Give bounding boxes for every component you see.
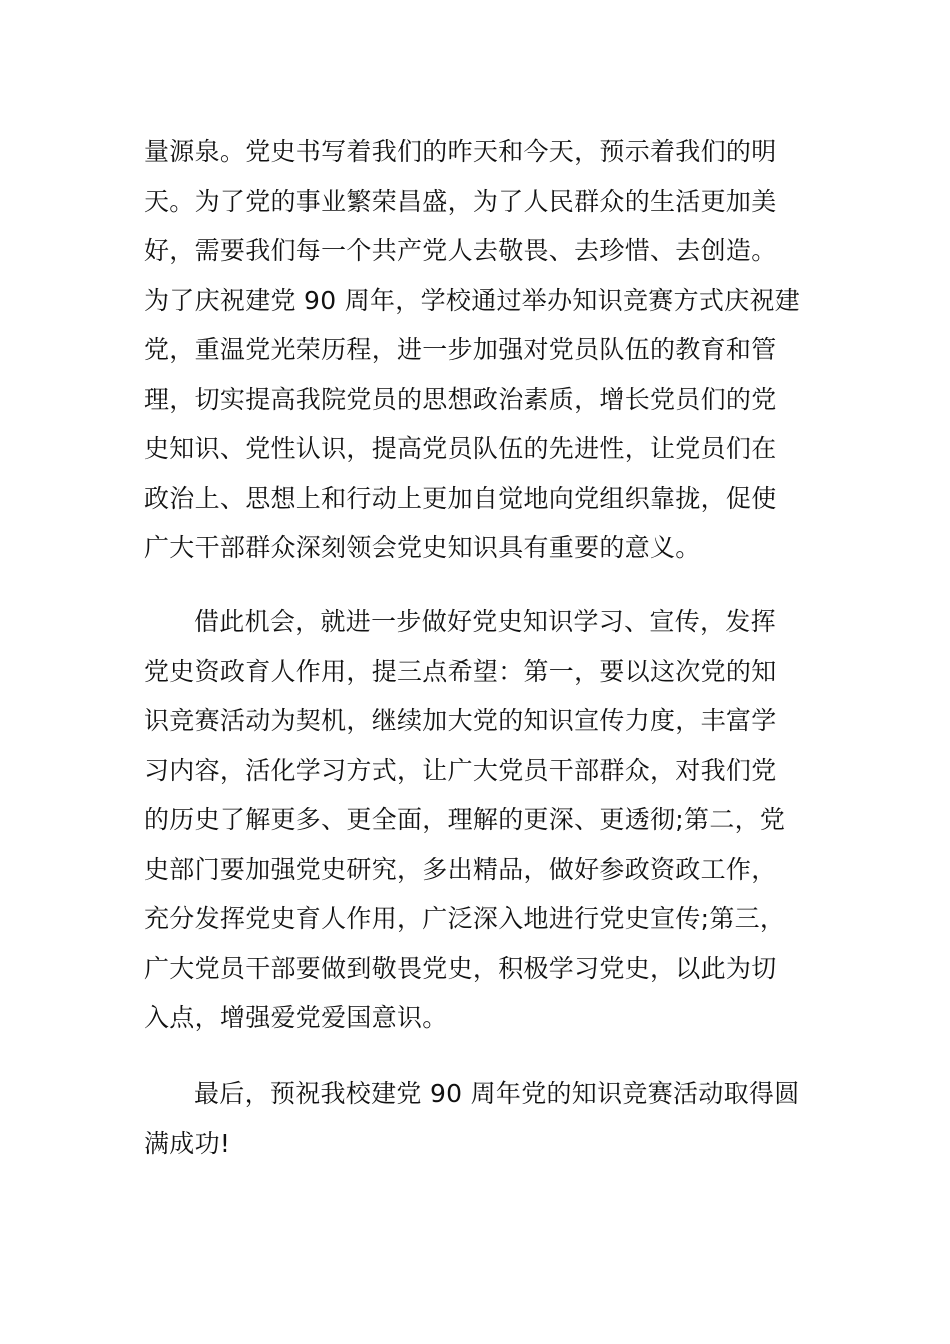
paragraph-line: 党，重温党光荣历程，进一步加强对党员队伍的教育和管 <box>144 335 777 364</box>
paragraph-line: 广大党员干部要做到敬畏党史，积极学习党史，以此为切 <box>144 953 777 983</box>
paragraph-first-line: 借此机会，就进一步做好党史知识学习、宣传，发挥 <box>194 607 776 636</box>
paragraph-line: 的历史了解更多、更全面，理解的更深、更透彻;第二，党 <box>144 805 786 834</box>
paragraph-line: 为了庆祝建党 90 周年，学校通过举办知识竞赛方式庆祝建 <box>144 285 801 315</box>
paragraph-line: 史部门要加强党史研究，多出精品，做好参政资政工作， <box>144 854 777 884</box>
paragraph-2 <box>144 597 808 1043</box>
paragraph-line: 理，切实提高我院党员的思想政治素质，增长党员们的党 <box>144 384 777 414</box>
paragraph-line: 广大干部群众深刻领会党史知识具有重要的意义。 <box>144 533 701 562</box>
paragraph-line: 识竞赛活动为契机，继续加大党的知识宣传力度，丰富学 <box>144 706 777 735</box>
paragraph-line: 满成功! <box>144 1128 231 1158</box>
paragraph-line: 入点，增强爱党爱国意识。 <box>144 1003 448 1032</box>
paragraph-line: 史知识、党性认识，提高党员队伍的先进性，让党员们在 <box>144 434 777 463</box>
paragraph-line: 党史资政育人作用，提三点希望：第一，要以这次党的知 <box>144 656 777 686</box>
paragraph-3 <box>144 1069 808 1168</box>
paragraph-line: 习内容，活化学习方式，让广大党员干部群众，对我们党 <box>144 755 777 785</box>
paragraph-line: 天。为了党的事业繁荣昌盛，为了人民群众的生活更加美 <box>144 186 777 216</box>
paragraph-line: 政治上、思想上和行动上更加自觉地向党组织靠拢，促使 <box>144 483 777 513</box>
paragraph-first-line: 最后，预祝我校建党 90 周年党的知识竞赛活动取得圆 <box>194 1079 800 1108</box>
paragraph-line: 好，需要我们每一个共产党人去敬畏、去珍惜、去创造。 <box>144 236 777 265</box>
paragraph-line: 量源泉。党史书写着我们的昨天和今天，预示着我们的明 <box>144 137 777 166</box>
paragraph-line: 充分发挥党史育人作用，广泛深入地进行党史宣传;第三， <box>144 904 786 933</box>
paragraph-1 <box>144 127 808 573</box>
